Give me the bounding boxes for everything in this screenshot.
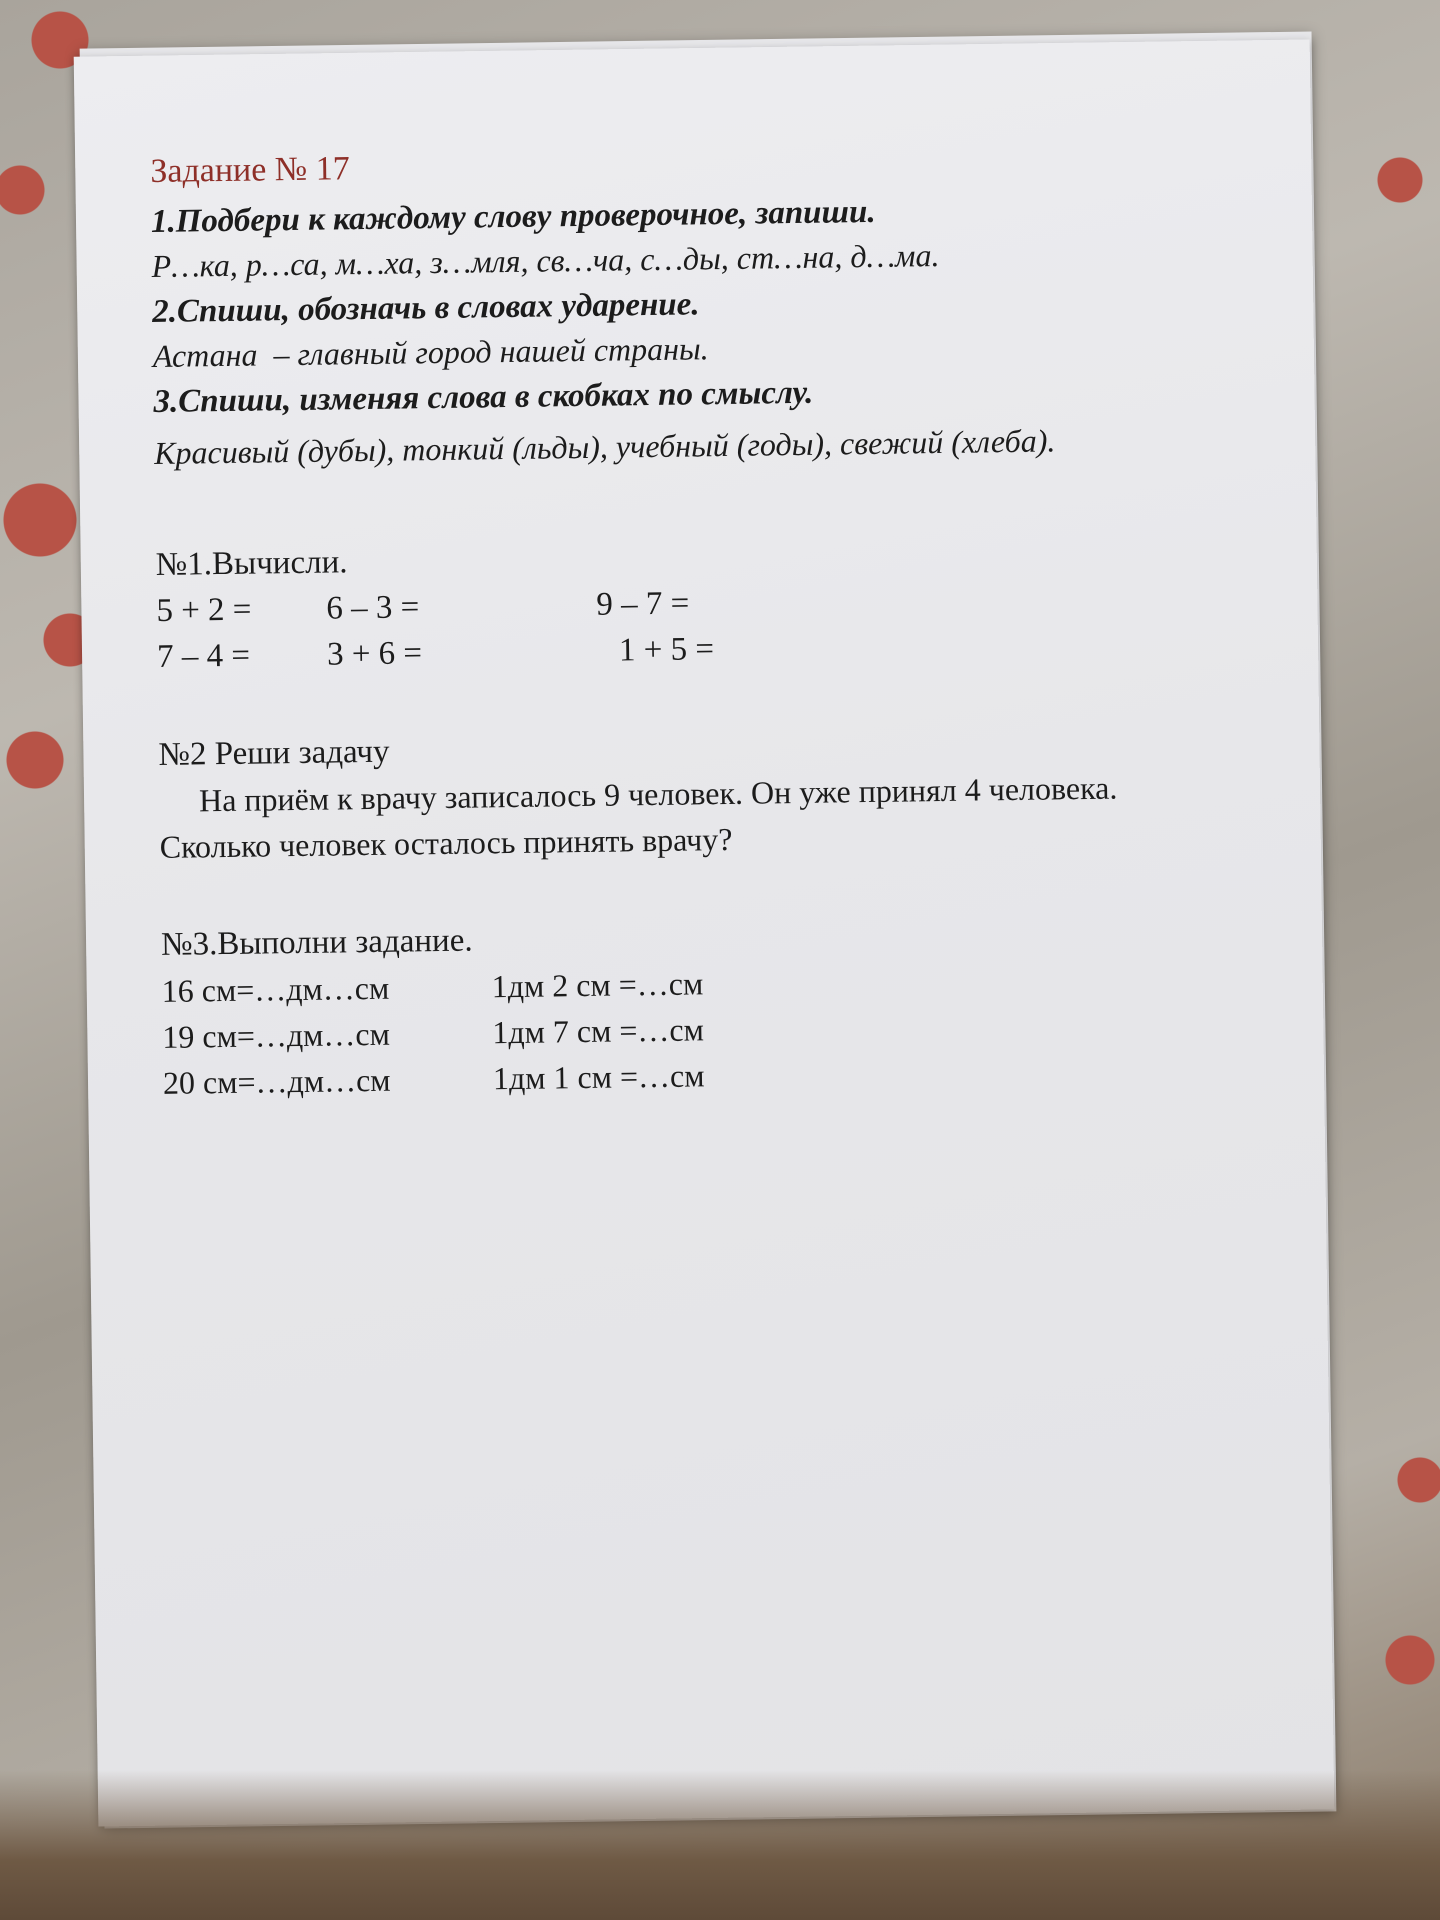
math3-heading: №3.Выполни задание.	[160, 922, 473, 963]
unit-conversion: 1дм 7 см =…см	[492, 1011, 705, 1051]
task3-heading: 3.Спиши, изменяя слова в скобках по смыслу.	[153, 374, 814, 420]
expression: 5 + 2 =	[156, 591, 252, 629]
worksheet-content	[150, 134, 1293, 1106]
task2-heading: 2.Спиши, обозначь в словах ударение.	[152, 286, 700, 330]
expression: 9 – 7 =	[596, 585, 690, 623]
expression: 3 + 6 =	[326, 635, 423, 673]
math2-problem: На приём к врачу записалось 9 человек. Он уже принял 4 человека. Сколько человек осталось принять врачу?	[159, 769, 1118, 865]
expression: 6 – 3 =	[326, 589, 420, 627]
unit-conversion: 20 см=…дм…см	[162, 1061, 391, 1101]
unit-conversion: 16 см=…дм…см	[161, 969, 390, 1009]
math3-section	[161, 906, 1293, 1106]
table-edge	[0, 1770, 1440, 1920]
task3-text: Красивый (дубы), тонкий (льды), учебный (годы), свежий (хлеба).	[153, 422, 1056, 471]
math2-heading: №2 Реши задачу	[158, 733, 390, 773]
unit-conversion: 19 см=…дм…см	[162, 1015, 391, 1055]
math1-section	[155, 526, 1287, 680]
task1-text: Р…ка, р…са, м…ха, з…мля, св…ча, с…ды, ст…на, д…ма.	[151, 236, 940, 284]
worksheet-title: Задание № 17	[150, 150, 350, 190]
math1-heading: №1.Вычисли.	[155, 544, 348, 583]
unit-conversion: 1дм 2 см =…см	[491, 965, 704, 1005]
expression: 1 + 5 =	[618, 631, 715, 669]
math3-rows	[161, 952, 1293, 1106]
math2-section	[158, 716, 1290, 870]
unit-conversion: 1дм 1 см =…см	[492, 1057, 705, 1097]
task2-text: Астана – главный город нашей страны.	[152, 330, 709, 374]
task1-heading: 1.Подбери к каждому слову проверочное, запиши.	[150, 193, 876, 240]
expression: 7 – 4 =	[156, 637, 251, 675]
math1-expressions	[156, 572, 1287, 680]
